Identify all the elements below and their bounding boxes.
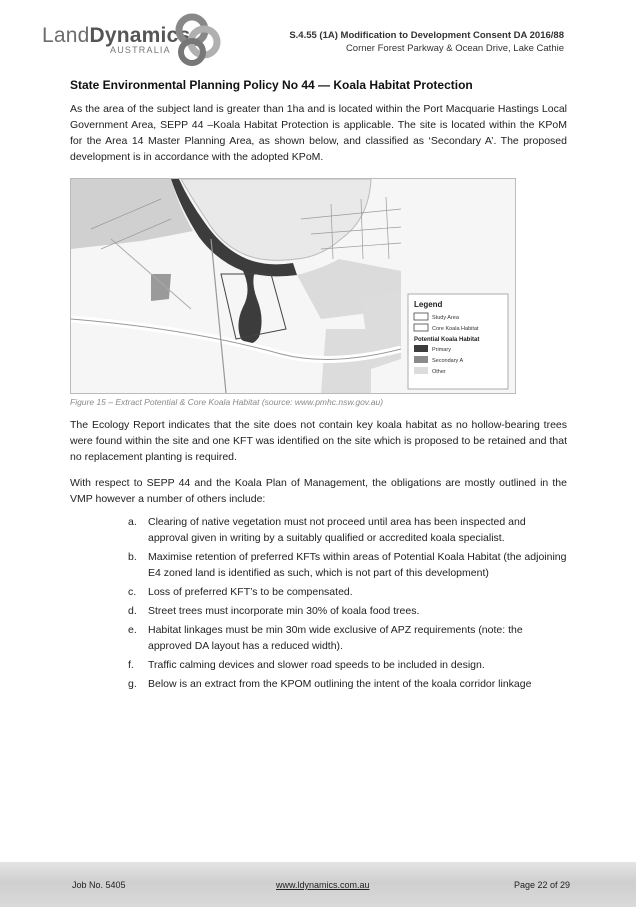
figure-caption: Figure 15 – Extract Potential & Core Koala Habitat (source: www.pmhc.nsw.gov.au) xyxy=(70,397,384,407)
list-letter: g. xyxy=(128,678,137,690)
list-text: Below is an extract from the KPOM outlining the intent of the koala corridor linkage xyxy=(148,678,532,690)
list-letter: a. xyxy=(128,516,137,528)
list-item xyxy=(128,676,568,692)
list-item xyxy=(128,584,568,600)
body-text xyxy=(70,417,567,517)
map-drawing xyxy=(71,179,515,393)
list-letter: c. xyxy=(128,586,137,598)
page-header xyxy=(0,0,636,80)
section-content xyxy=(70,78,567,175)
site-address: Corner Forest Parkway & Ocean Drive, Lake Cathie xyxy=(345,43,564,54)
job-number: Job No. 5405 xyxy=(72,880,126,890)
legend-potential-title: Potential Koala Habitat xyxy=(414,337,480,343)
company-logo-subtitle: AUSTRALIA xyxy=(110,45,171,55)
list-item xyxy=(128,622,568,654)
list-letter: b. xyxy=(128,551,137,563)
list-text: Habitat linkages must be min 30m wide exclusive of APZ requirements (note: the approved DA layout has a reduced width). xyxy=(148,624,523,652)
legend-core-habitat: Core Koala Habitat xyxy=(432,326,479,332)
legend-secondary: Secondary A xyxy=(432,358,464,364)
legend-other: Other xyxy=(432,369,446,375)
company-logo-icon xyxy=(170,12,226,68)
legend-study-area: Study Area xyxy=(432,315,459,321)
list-text: Loss of preferred KFT’s to be compensated. xyxy=(148,586,353,598)
company-logo-text: LandDynamics xyxy=(42,24,191,47)
list-letter: f. xyxy=(128,659,134,671)
list-text: Clearing of native vegetation must not proceed until area has been inspected and approval given in writing by a suitably qualified or accredited koala specialist. xyxy=(148,516,526,544)
ecology-paragraph: The Ecology Report indicates that the site does not contain key koala habitat as no hollow-bearing trees were found within the site and one KFT was identified on the site which is proposed to be retained and that no replacement planting is required. xyxy=(70,419,567,463)
page-number: Page 22 of 29 xyxy=(514,880,571,890)
intro-paragraph: As the area of the subject land is greater than 1ha and is located within the Port Macquarie Hastings Local Government Area, SEPP 44 –Koala Habitat Protection is applicable. The site is located within the KPoM for the Area 14 Master Planning Area, as shown below, and classified as ‘Secondary A’. The proposed development is in accordance with the adopted KPoM. xyxy=(70,103,567,163)
koala-habitat-map xyxy=(70,178,516,394)
list-text: Maximise retention of preferred KFTs within areas of Potential Koala Habitat (the adjoining E4 zoned land is identified as such, which is not part of this development) xyxy=(148,551,567,579)
obligations-intro: With respect to SEPP 44 and the Koala Plan of Management, the obligations are mostly outlined in the VMP however a number of others include: xyxy=(70,477,567,505)
list-text: Traffic calming devices and slower road speeds to be included in design. xyxy=(148,659,485,671)
list-item xyxy=(128,657,568,673)
list-item xyxy=(128,514,568,546)
document-reference: S.4.55 (1A) Modification to Development Consent DA 2016/88 xyxy=(289,30,564,41)
section-heading: State Environmental Planning Policy No 44 — Koala Habitat Protection xyxy=(70,78,473,92)
list-item xyxy=(128,549,568,581)
secondary-habitat-patch xyxy=(151,274,171,301)
list-text: Street trees must incorporate min 30% of koala food trees. xyxy=(148,605,420,617)
list-item xyxy=(128,603,568,619)
map-legend xyxy=(408,294,508,389)
legend-title: Legend xyxy=(414,300,443,309)
legend-primary: Primary xyxy=(432,347,451,353)
list-letter: d. xyxy=(128,605,137,617)
website-link[interactable]: www.ldynamics.com.au xyxy=(276,880,370,890)
obligations-list xyxy=(128,514,568,695)
page-footer xyxy=(0,862,636,907)
list-letter: e. xyxy=(128,624,137,636)
